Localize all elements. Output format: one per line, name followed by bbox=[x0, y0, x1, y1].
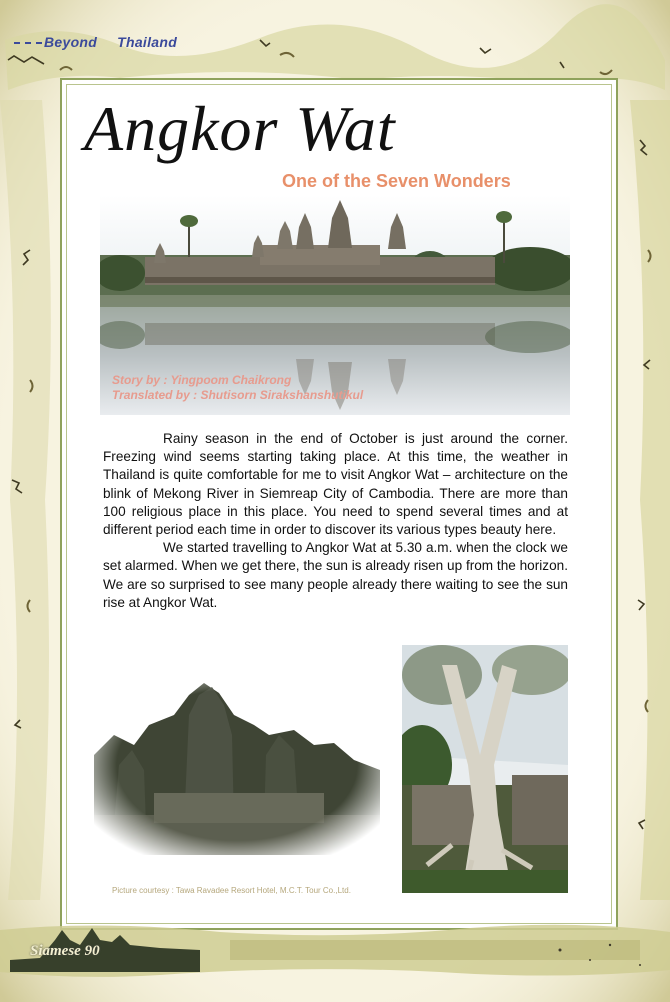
bayon-temple-photo bbox=[94, 675, 380, 855]
tree-ruins-photo bbox=[402, 645, 568, 893]
article-subtitle: One of the Seven Wonders bbox=[282, 171, 511, 191]
header-sub: Thailand bbox=[117, 34, 178, 50]
section-header bbox=[14, 34, 177, 50]
paragraph-1: Rainy season in the end of October is just around the corner. Freezing wind seems starting taking place. At this time, the weather in Thailand is quite comfortable for me to visit Angkor Wat – architecture on the blink of Mekong River in Siemreap City of Cambodia. There are more than 100 religious place in this place. You need to spend several times and at different period each time in order to discover its various types beauty here. bbox=[103, 431, 568, 538]
picture-courtesy: Picture courtesy : Tawa Ravadee Resort Hotel, M.C.T. Tour Co.,Ltd. bbox=[112, 886, 351, 895]
header-dash bbox=[14, 42, 42, 44]
page-footer-label: Siamese 90 bbox=[30, 943, 100, 959]
credit-translated: Translated by : Shutisorn Sirakshanshutikul bbox=[112, 388, 364, 402]
article-title: Angkor Wat bbox=[84, 93, 396, 164]
paragraph-2: We started travelling to Angkor Wat at 5.30 a.m. when the clock we set alarmed. When we get there, the sun is already risen up from the horizon. We are so surprised to see many people already there waiting to see the sun rise at Angkor Wat. bbox=[103, 540, 568, 610]
article-credits bbox=[112, 373, 363, 403]
header-section: Beyond bbox=[44, 34, 98, 50]
article-body bbox=[103, 430, 568, 612]
credit-story: Story by : Yingpoom Chaikrong bbox=[112, 373, 292, 387]
footer-band bbox=[0, 920, 670, 980]
